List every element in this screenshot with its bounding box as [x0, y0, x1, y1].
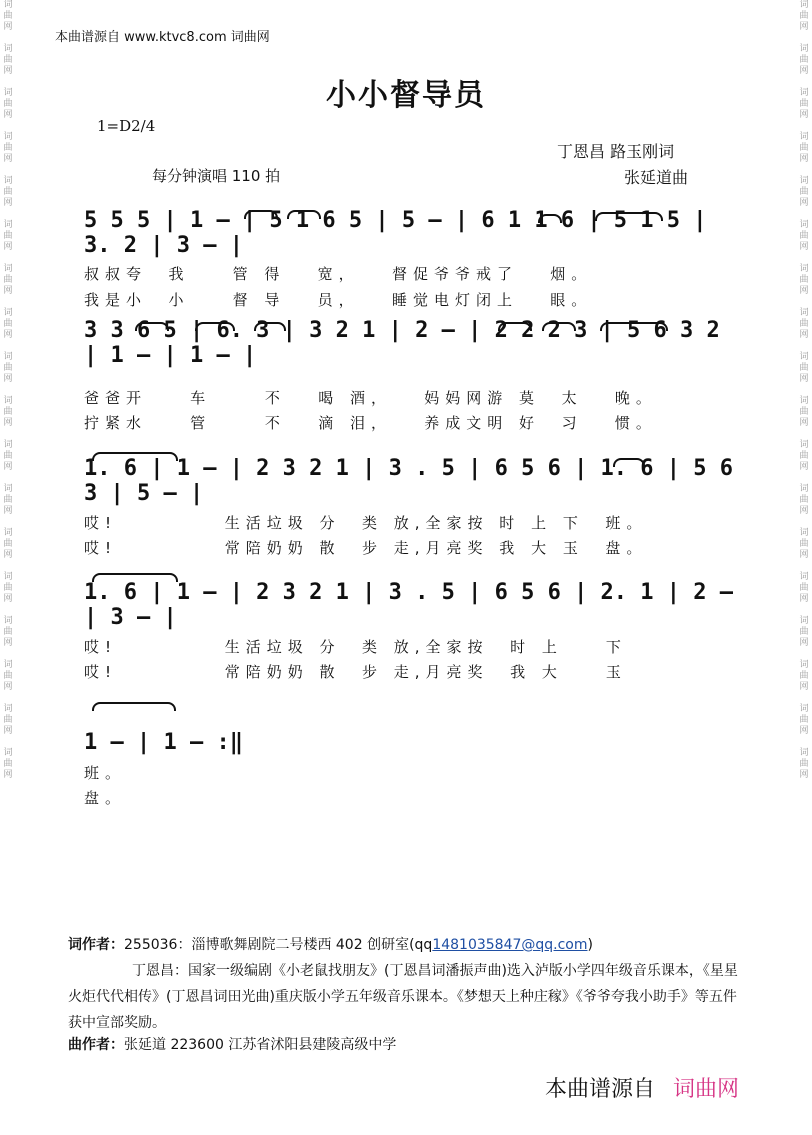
slur-mark [498, 322, 532, 331]
brand-source-text: 本曲谱源自 [545, 1077, 656, 1102]
lyric-row-3-verse-2: 哎! 常陪奶奶 散 步 走,月亮奖 我 大 玉 盘。 [84, 539, 648, 557]
notation-row-1: 5 5 5 | 1 — | 5 1 6 5 | 5 — | 6 1 1 6 | 5 1 5 | 3. 2 | 3 — | [84, 208, 707, 258]
notation-row-4: 1. 6 | 1 — | 2 3 2 1 | 3 . 5 | 6 5 6 | 2. 1 | 2 — | 3 — | [84, 580, 734, 630]
notation-row-5: 1 — | 1 — :‖ [84, 730, 243, 755]
composer-info: 张延道 223600 江苏省沭阳县建陵高级中学 [124, 1037, 397, 1053]
slur-mark [195, 322, 235, 331]
slur-mark [135, 322, 169, 331]
side-watermark-left: 词 曲 网 词 曲 网 词 曲 网 词 曲 网 词 曲 网 词 曲 网 词 曲 网 词 曲 网 词 曲 网 词 曲 网 词 曲 网 词 曲 网 词 曲 网 词 曲 网 词 曲 网 词 曲 网 词 曲 网 词 曲 网 [3, 0, 13, 780]
slur-mark [613, 458, 645, 467]
lyricist-credit: 丁恩昌 路玉刚词 [557, 142, 675, 161]
lyric-row-5-verse-1: 班。 [84, 764, 127, 782]
side-watermark-right: 词 曲 网 词 曲 网 词 曲 网 词 曲 网 词 曲 网 词 曲 网 词 曲 网 词 曲 网 词 曲 网 词 曲 网 词 曲 网 词 曲 网 词 曲 网 词 曲 网 词 曲 网 词 曲 网 词 曲 网 词 曲 网 [799, 0, 809, 780]
lyricist-label: 词作者： [68, 937, 124, 953]
slur-mark [600, 322, 668, 331]
tempo-marking: 每分钟演唱 110 拍 [152, 167, 281, 185]
slur-mark [254, 322, 286, 331]
composer-label: 曲作者： [68, 1037, 124, 1053]
lyric-row-2-verse-2: 拧紧水 管 不 滴 泪， 养成文明 好 习 惯。 [84, 414, 657, 432]
notation-row-2: 3 3 6 5 | 6. 3 | 3 2 1 | 2 — | 2 2 2 3 | 5 6 3 2 | 1 — | 1 — | [84, 318, 720, 368]
lyric-row-4-verse-2: 哎! 常陪奶奶 散 步 走,月亮奖 我 大 玉 [84, 663, 627, 681]
notation-row-3: 1. 6 | 1 — | 2 3 2 1 | 3 . 5 | 6 5 6 | 1. 6 | 5 6 3 | 5 — | [84, 456, 734, 506]
slur-mark [92, 702, 176, 711]
lyricist-bio: 丁恩昌：国家一级编剧《小老鼠找朋友》(丁恩昌词潘振声曲)选入泸版小学四年级音乐课本，《星星火炬代代相传》(丁恩昌词田光曲)重庆版小学五年级音乐课本。《梦想天上种庄稼》《爷爷夸我小助手》等五件获中宣部奖励。 [68, 963, 738, 1031]
song-title: 小小督导员 [326, 78, 486, 113]
slur-mark [244, 210, 278, 219]
slur-mark [542, 322, 576, 331]
slur-mark [538, 214, 562, 223]
lyric-row-1-verse-1: 叔叔夸 我 管 得 宽， 督促爷爷戒了 烟。 [84, 265, 593, 283]
lyric-row-2-verse-1: 爸爸开 车 不 喝 酒， 妈妈网游 莫 太 晚。 [84, 389, 657, 407]
slur-mark [287, 210, 321, 219]
lyric-row-3-verse-1: 哎! 生活垃圾 分 类 放,全家按 时 上 下 班。 [84, 514, 648, 532]
slur-mark [92, 452, 178, 461]
lyricist-email-link[interactable]: 1481035847@qq.com [432, 937, 588, 953]
slur-mark [92, 573, 178, 582]
lyricist-close: ) [587, 937, 593, 953]
lyricist-address: 255036：淄博歌舞剧院二号楼西 402 创研室(qq [124, 937, 433, 953]
key-signature: 1=D2/4 [97, 117, 156, 135]
brand-footer [545, 1072, 739, 1103]
lyric-row-4-verse-1: 哎! 生活垃圾 分 类 放,全家按 时 上 下 [84, 638, 627, 656]
composer-credit: 张延道曲 [624, 168, 689, 187]
brand-site-name[interactable]: 词曲网 [673, 1077, 740, 1102]
lyricist-contact [68, 932, 748, 958]
composer-contact [68, 1032, 748, 1058]
source-note: 本曲谱源自 www.ktvc8.com 词曲网 [55, 30, 270, 45]
lyric-row-5-verse-2: 盘。 [84, 789, 127, 807]
lyric-row-1-verse-2: 我是小 小 督 导 员， 睡觉电灯闭上 眼。 [84, 291, 593, 309]
slur-mark [595, 212, 663, 221]
